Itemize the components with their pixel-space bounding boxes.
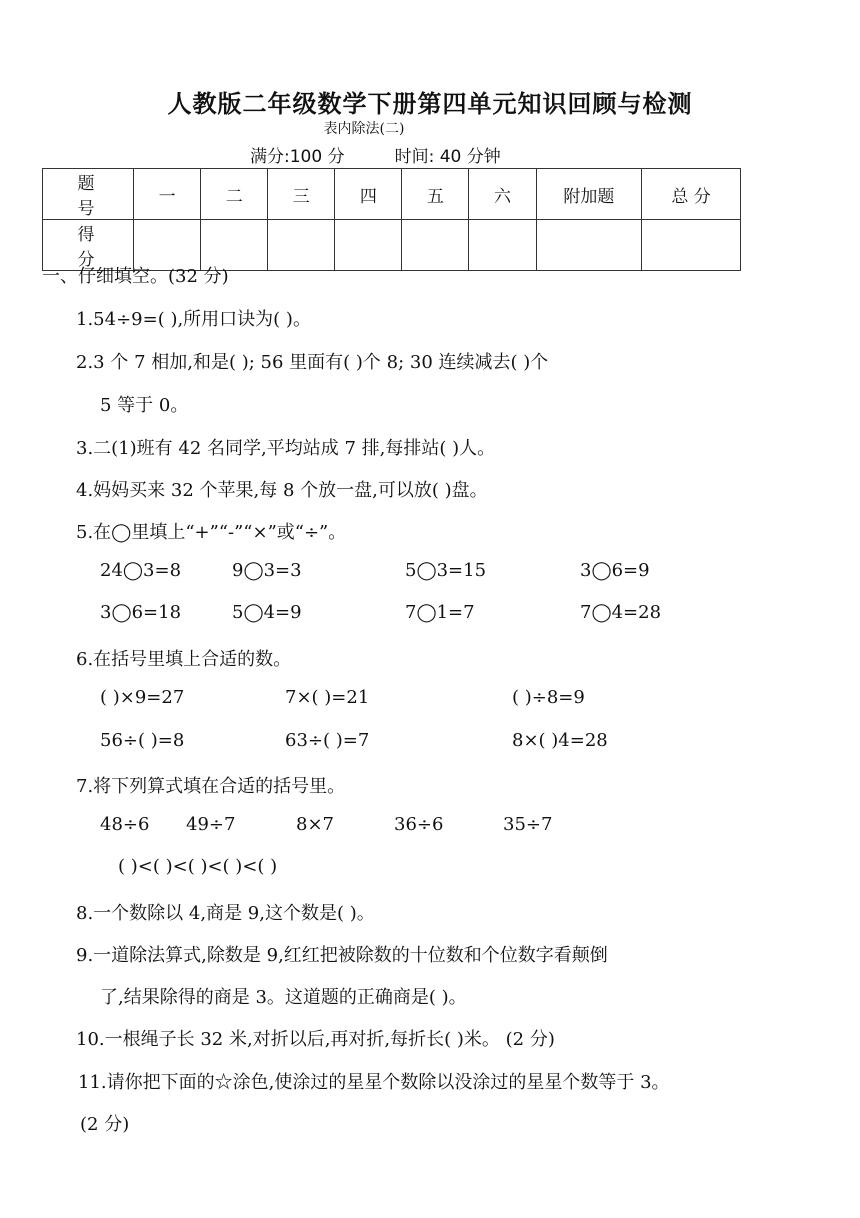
question-4: 4.妈妈买来 32 个苹果,每 8 个放一盘,可以放( )盘。 [76,480,488,501]
row-label-score: 得 分 [43,220,134,271]
column-header: 五 [402,169,469,220]
q7-expression: 49÷7 [186,814,236,835]
score-cell[interactable] [402,220,469,271]
q5-item: 24◯3=8 [100,560,182,581]
q7-order-blanks: ( )<( )<( )<( )<( ) [118,856,278,877]
q6-item: ( )÷8=9 [512,687,585,708]
question-5: 5.在◯里填上“+”“-”“×”或“÷”。 [76,522,347,543]
page-subtitle: 表内除法(二) [323,121,405,137]
q5-item: 7◯1=7 [405,602,475,623]
question-3: 3.二(1)班有 42 名同学,平均站成 7 排,每排站( )人。 [76,438,496,459]
full-marks: 满分:100 分 [250,147,345,167]
page-title: 人教版二年级数学下册第四单元知识回顾与检测 [167,90,693,118]
q7-expression: 48÷6 [100,814,150,835]
score-table [42,168,741,271]
column-header: 附加题 [536,169,642,220]
q5-item: 5◯3=15 [405,560,487,581]
q6-item: 8×( )4=28 [512,730,608,751]
section-heading: 一、仔细填空。(32 分) [42,266,229,287]
score-cell[interactable] [335,220,402,271]
q7-expression: 8×7 [296,814,334,835]
q5-item: 3◯6=9 [580,560,650,581]
question-9: 9.一道除法算式,除数是 9,红红把被除数的十位数和个位数字看颠倒 [76,945,608,966]
q5-item: 5◯4=9 [232,602,302,623]
exam-time: 时间: 40 分钟 [394,147,501,167]
question-8: 8.一个数除以 4,商是 9,这个数是( )。 [76,903,375,924]
column-header: 六 [469,169,536,220]
score-cell[interactable] [469,220,536,271]
q7-expression: 36÷6 [394,814,444,835]
question-7: 7.将下列算式填在合适的括号里。 [76,776,346,797]
column-header: 三 [268,169,335,220]
column-header: 总 分 [642,169,741,220]
q6-item: 56÷( )=8 [100,730,185,751]
score-cell[interactable] [536,220,642,271]
question-6: 6.在括号里填上合适的数。 [76,649,292,670]
score-cell[interactable] [642,220,741,271]
score-cell[interactable] [268,220,335,271]
question-11: 11.请你把下面的☆涂色,使涂过的星星个数除以没涂过的星星个数等于 3。 [78,1072,670,1093]
q5-item: 7◯4=28 [580,602,662,623]
row-label-question-number: 题 号 [43,169,134,220]
exam-meta [250,142,501,167]
q5-item: 9◯3=3 [232,560,302,581]
column-header: 四 [335,169,402,220]
q6-item: ( )×9=27 [100,687,185,708]
question-1: 1.54÷9=( ),所用口诀为( )。 [76,309,311,330]
table-row [43,169,741,220]
q5-item: 3◯6=18 [100,602,182,623]
question-9-continued: 了,结果除得的商是 3。这道题的正确商是( )。 [100,987,467,1008]
q6-item: 63÷( )=7 [285,730,370,751]
q6-item: 7×( )=21 [285,687,370,708]
question-2: 2.3 个 7 相加,和是( ); 56 里面有( )个 8; 30 连续减去( )个 [76,352,549,373]
question-2-continued: 5 等于 0。 [100,395,189,416]
column-header: 一 [134,169,201,220]
column-header: 二 [201,169,268,220]
question-11-continued: (2 分) [80,1114,130,1135]
q7-expression: 35÷7 [503,814,553,835]
question-10: 10.一根绳子长 32 米,对折以后,再对折,每折长( )米。 (2 分) [76,1029,555,1050]
